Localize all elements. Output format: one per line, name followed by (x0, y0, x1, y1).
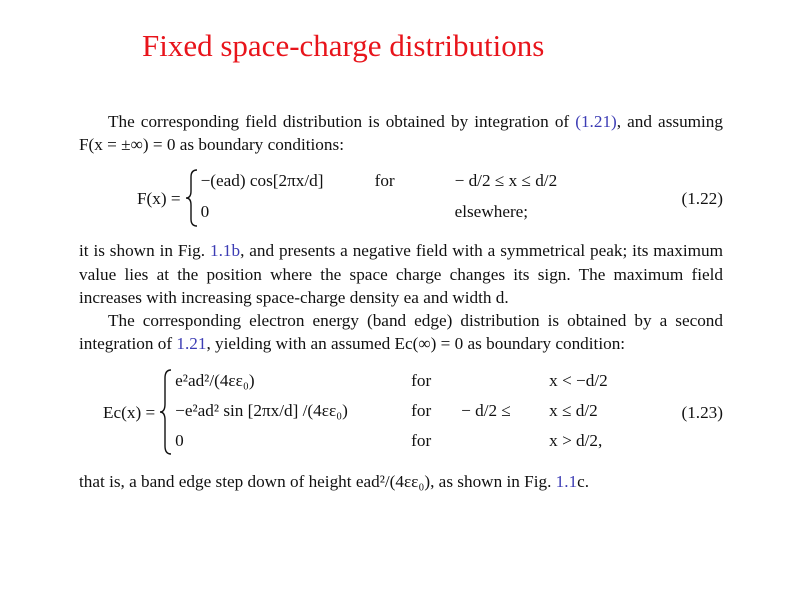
text-body (79, 110, 723, 494)
case-condition-word (375, 200, 455, 227)
case-expression: 0 (175, 431, 184, 451)
paragraph-step-down (79, 470, 723, 493)
paragraph-field-distribution (79, 110, 723, 156)
equation-cases (181, 169, 655, 227)
equation-number: (1.22) (681, 188, 723, 208)
equation-reference-link[interactable]: (1.21) (575, 112, 617, 131)
case-condition: x ≤ d/2 (549, 401, 598, 421)
case-condition-word: for (411, 401, 432, 421)
case-condition: x > d/2, (549, 431, 603, 451)
equation-reference-link[interactable]: 1.21 (176, 334, 207, 354)
case-condition-left: − d/2 ≤ (461, 401, 511, 421)
figure-reference-link[interactable]: 1.1b (209, 241, 241, 261)
paragraph-text: it is shown in Fig. (79, 241, 210, 261)
left-brace-icon (185, 169, 199, 227)
case-condition-left (461, 429, 549, 455)
paragraph-text: that is, a band edge step down of height ead²/(4εε₀), as shown in Fig. (79, 472, 556, 492)
equation-cases (155, 369, 669, 455)
paragraph-text: The corresponding electron energy (band edge) distribution is obtained by a second integration of (79, 311, 723, 354)
case-condition: elsewhere; (454, 202, 529, 222)
slide-title: Fixed space-charge distributions (142, 28, 545, 63)
equation-lhs: Ec(x) = (103, 402, 156, 422)
figure-reference-link[interactable]: 1.1 (555, 472, 578, 492)
case-condition-word: for (411, 371, 432, 391)
case-condition: − d/2 ≤ x ≤ d/2 (454, 171, 558, 191)
equation-1-23 (79, 369, 723, 455)
cases-grid (201, 169, 655, 227)
case-condition-word: for (411, 431, 432, 451)
case-expression: −e²ad² sin [2πx/d] /(4εε₀) (175, 401, 348, 421)
paragraph-text: , and assuming F(x = ±∞) = 0 as boundary conditions: (79, 112, 723, 155)
equation-lhs: F(x) = (137, 188, 181, 208)
paragraph-negative-field (79, 239, 723, 309)
case-condition-left (461, 369, 549, 395)
paragraph-text: c. (577, 472, 590, 492)
equation-number: (1.23) (681, 402, 723, 422)
case-condition: x < −d/2 (549, 371, 608, 391)
paragraph-text: , yielding with an assumed Ec(∞) = 0 as boundary condition: (206, 334, 626, 354)
case-expression: −(ead) cos[2πx/d] (200, 171, 324, 191)
equation-1-22 (79, 169, 723, 227)
paragraph-band-edge (79, 309, 723, 355)
paragraph-text: The corresponding field distribution is obtained by integration of (108, 112, 576, 131)
paragraph-text: , and presents a negative field with a symmetrical peak; its maximum value lies at the position where the space charge changes its sign. The maximum field increases with increasing space-charge density ea and width d. (79, 241, 723, 307)
case-expression: e²ad²/(4εε₀) (175, 371, 255, 391)
cases-grid (175, 369, 669, 455)
left-brace-icon (159, 369, 173, 455)
case-expression: 0 (200, 202, 210, 222)
case-condition-word: for (374, 171, 395, 191)
